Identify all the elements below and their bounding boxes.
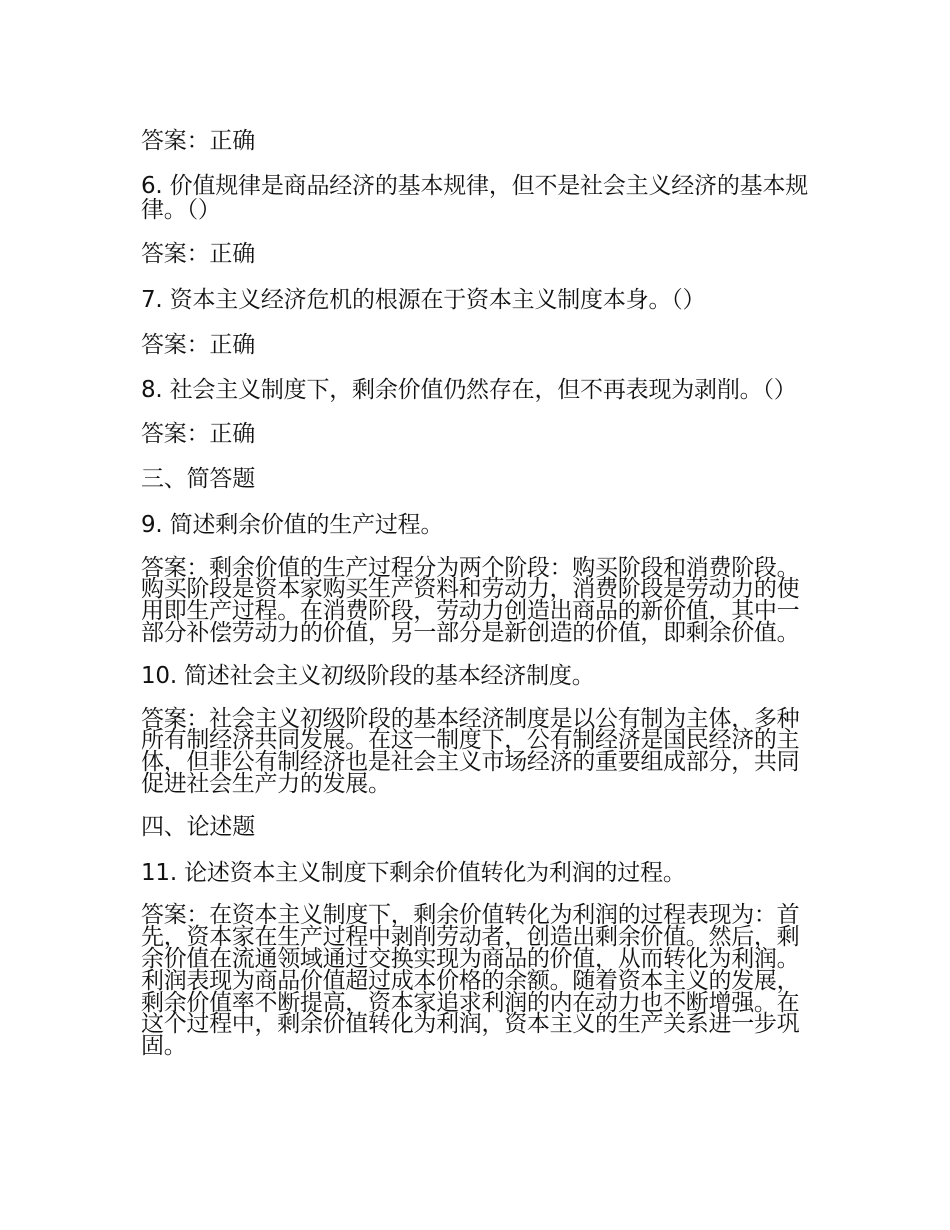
answer-5: 答案：正确 — [141, 128, 256, 154]
answer-9: 答案：剩余价值的生产过程分为两个阶段：购买阶段和消费阶段。购买阶段是资本家购买生产资料和劳动力，消费阶段是劳动力的使用即生产过程。在消费阶段，劳动力创造出商品的新价值，其中一部分补偿劳动力的价值，另一部分是新创造的价值，即剩余价值。 — [141, 554, 800, 647]
answer-6: 答案：正确 — [141, 241, 256, 268]
question-6: 6. 价值规律是商品经济的基本规律，但不是社会主义经济的基本规律。（） — [141, 172, 809, 224]
question-7: 7. 资本主义经济危机的根源在于资本主义制度本身。（） — [141, 286, 706, 313]
question-10: 10. 简述社会主义初级阶段的基本经济制度。 — [141, 663, 595, 690]
document-page — [141, 128, 813, 1076]
question-8: 8. 社会主义制度下，剩余价值仍然存在，但不再表现为剥削。（） — [141, 377, 797, 404]
question-11: 11. 论述资本主义制度下剩余价值转化为利润的过程。 — [141, 859, 686, 886]
answer-10: 答案：社会主义初级阶段的基本经济制度是以公有制为主体，多种所有制经济共同发展。在这一制度下，公有制经济是国民经济的主体，但非公有制经济也是社会主义市场经济的重要组成部分，共同促进社会生产力的发展。 — [141, 705, 800, 798]
section-3-heading: 三、简答题 — [141, 466, 256, 493]
answer-8: 答案：正确 — [141, 420, 256, 447]
answer-7: 答案：正确 — [141, 332, 256, 359]
question-9: 9. 简述剩余价值的生产过程。 — [141, 512, 444, 539]
section-4-heading: 四、论述题 — [141, 813, 256, 840]
answer-11: 答案：在资本主义制度下，剩余价值转化为利润的过程表现为：首先，资本家在生产过程中剥削劳动者，创造出剩余价值。然后，剩余价值在流通领域通过交换实现为商品的价值，从而转化为利润。利润表现为商品价值超过成本价格的余额。随着资本主义的发展，剩余价值率不断提高，资本家追求利润的内在动力也不断增强。在这个过程中，剩余价值转化为利润，资本主义的生产关系进一步巩固。 — [141, 902, 800, 1060]
